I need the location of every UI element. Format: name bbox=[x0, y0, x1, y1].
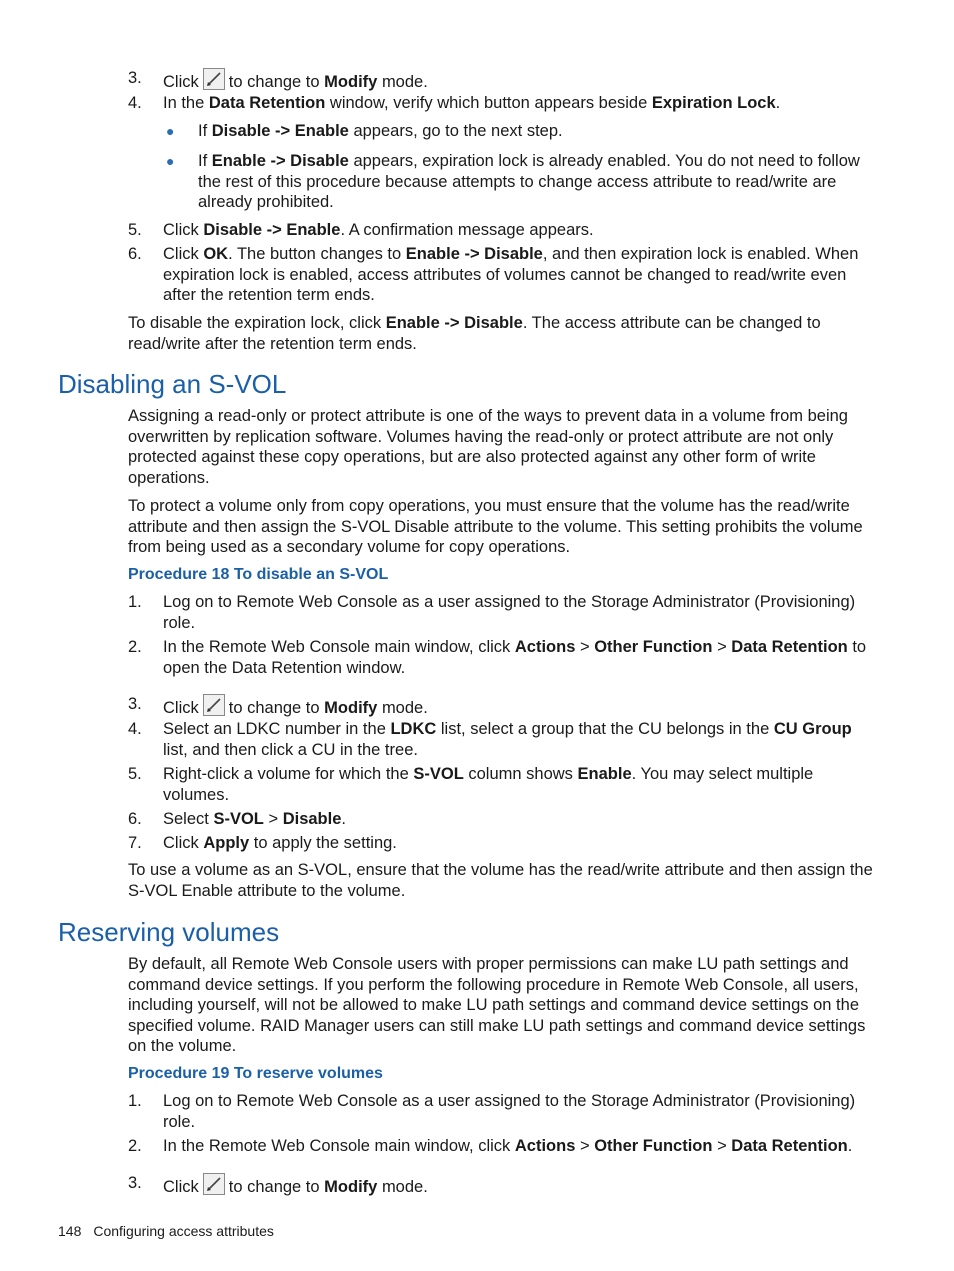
paragraph-disable-lock: To disable the expiration lock, click Enable -> Disable. The access attribute can be changed to read/write after the retention term ends. bbox=[128, 314, 821, 353]
procedure-18-title: Procedure 18 To disable an S-VOL bbox=[128, 566, 389, 583]
bullet-icon: ● bbox=[166, 123, 175, 139]
footer-title: Configuring access attributes bbox=[93, 1223, 274, 1239]
reserve-paragraph-1: By default, all Remote Web Console users with proper permissions can make LU path settings and command device settings. If you perform the following procedure in Remote Web Console, all users, including yourself, will not be allowed to make LU path settings and command device settings on the specified volume. RAID Manager users can still make LU path settings and command device settings on the volume. bbox=[128, 955, 866, 1056]
svol-paragraph-3: To use a volume as an S-VOL, ensure that the volume has the read/write attribute and then assign the S-VOL Enable attribute to the volume. bbox=[128, 861, 873, 900]
svol-paragraph-1: Assigning a read-only or protect attribute is one of the ways to prevent data in a volume from being overwritten by replication software. Volumes having the read-only or protect attribute are not only protected against these copy operations, but are also protected against any other form of write operations. bbox=[128, 407, 848, 487]
pencil-icon bbox=[203, 694, 225, 716]
section-heading-svol: Disabling an S-VOL bbox=[58, 369, 287, 399]
procedure-19-title: Procedure 19 To reserve volumes bbox=[128, 1065, 383, 1082]
pencil-icon bbox=[203, 68, 225, 90]
section-heading-reserve: Reserving volumes bbox=[58, 917, 280, 947]
pencil-icon bbox=[203, 1173, 225, 1195]
page-footer bbox=[58, 1223, 274, 1239]
bullet-icon: ● bbox=[166, 153, 175, 169]
svol-paragraph-2: To protect a volume only from copy operations, you must ensure that the volume has the read/write attribute and then assign the S-VOL Disable attribute to the volume. This setting prohibits the volume from being used as a secondary volume for copy operations. bbox=[128, 497, 863, 557]
page-number: 148 bbox=[58, 1223, 82, 1239]
